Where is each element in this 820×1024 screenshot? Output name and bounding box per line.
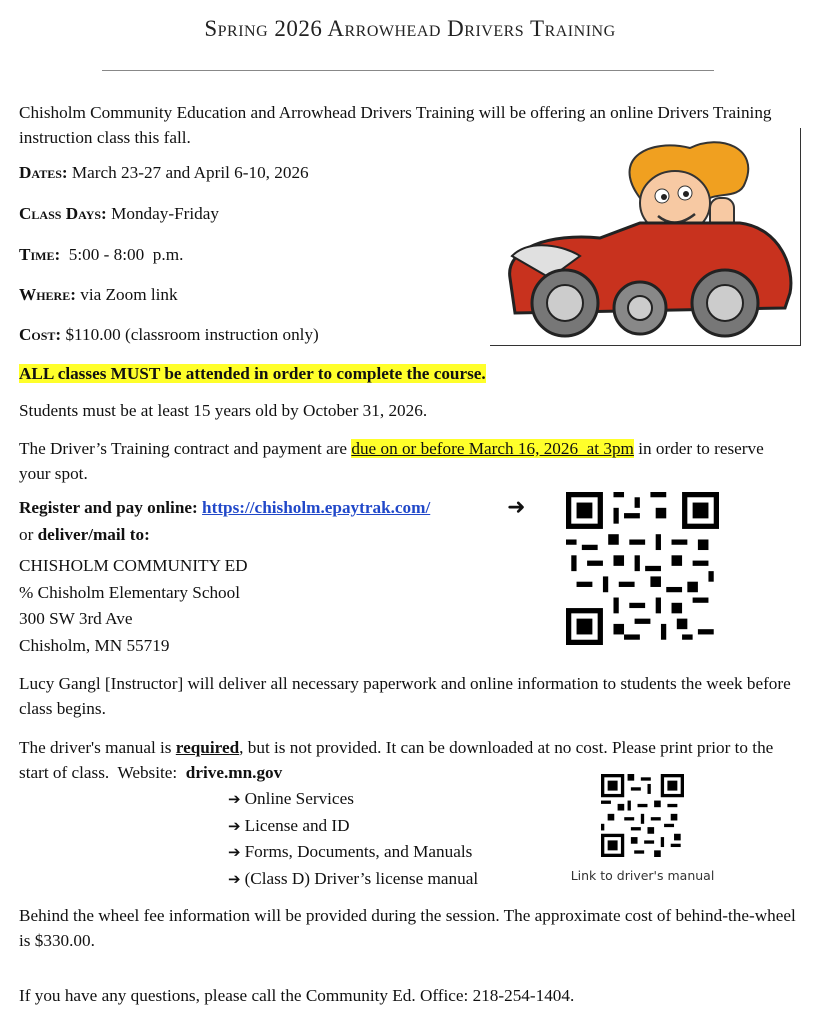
where-line xyxy=(19,282,178,307)
manual-text-before: The driver's manual is xyxy=(19,738,176,757)
attendance-notice-text: ALL classes MUST be attended in order to complete the course. xyxy=(19,364,486,383)
where-value: via Zoom link xyxy=(75,285,178,304)
manual-website: drive.mn.gov xyxy=(185,763,283,782)
title-divider xyxy=(102,70,714,71)
qr-finder-top-left xyxy=(566,492,603,529)
contract-text-after: in order to reserve your spot. xyxy=(19,439,764,483)
address-line: 300 SW 3rd Ave xyxy=(19,609,133,628)
contract-due-date: due on or before March 16, 2026 at 3pm xyxy=(351,439,634,458)
qr-finder-top-left xyxy=(601,774,624,797)
manual-step: ➔ License and ID xyxy=(228,815,350,835)
contract-text-before: The Driver’s Training contract and payment are xyxy=(19,439,352,458)
age-requirement: Students must be at least 15 years old by October 31, 2026. xyxy=(19,401,428,420)
intro-paragraph: Chisholm Community Education and Arrowhead Drivers Training will be offering an online Drivers Training instruction class this fall. xyxy=(19,103,772,147)
qr-finder-top-right xyxy=(682,492,719,529)
manual-step: ➔ Online Services xyxy=(228,789,354,808)
cost-line xyxy=(19,322,319,347)
car-illustration-frame xyxy=(490,128,801,346)
manual-step: ➔ Forms, Documents, and Manuals xyxy=(228,842,473,861)
qr-finder-bottom-left xyxy=(601,834,624,857)
arrow-right-icon: ➜ xyxy=(507,495,526,520)
mail-line xyxy=(19,522,150,547)
where-label: Where: xyxy=(19,285,76,304)
address-line: Chisholm, MN 55719 xyxy=(19,635,170,655)
register-line xyxy=(19,495,430,520)
arrow-right-icon: ➔ xyxy=(228,843,241,861)
class-days-line xyxy=(19,201,219,226)
or-text: or xyxy=(19,525,38,544)
dates-value: March 23-27 and April 6-10, 2026 xyxy=(67,163,309,182)
qr-finder-bottom-left xyxy=(566,608,603,645)
time-line xyxy=(19,242,183,267)
class-days-value: Monday-Friday xyxy=(106,204,219,223)
manual-step: ➔ (Class D) Driver’s license manual xyxy=(228,868,479,888)
dates-label: Dates: xyxy=(19,163,68,182)
manual-qr-code[interactable] xyxy=(601,774,684,857)
manual-qr-caption: Link to driver's manual xyxy=(570,868,715,883)
arrow-right-icon: ➔ xyxy=(228,869,241,888)
time-label: Time: xyxy=(19,245,61,264)
behind-wheel-paragraph: Behind the wheel fee information will be provided during the session. The approximate cost of behind-the-wheel is $330.00. xyxy=(19,906,796,950)
car-illustration xyxy=(490,128,800,345)
attendance-notice xyxy=(19,361,486,386)
address-line: % Chisholm Elementary School xyxy=(19,582,241,602)
arrow-right-icon: ➔ xyxy=(228,816,241,835)
time-value: 5:00 - 8:00 p.m. xyxy=(60,245,184,264)
address-line: CHISHOLM COMMUNITY ED xyxy=(19,556,248,575)
manual-required: required xyxy=(175,738,240,757)
manual-steps xyxy=(228,786,478,892)
mailing-address xyxy=(19,553,248,659)
mail-label: deliver/mail to: xyxy=(37,525,150,544)
register-link[interactable]: https://chisholm.epaytrak.com/ xyxy=(202,498,431,517)
cost-value: $110.00 (classroom instruction only) xyxy=(61,325,319,344)
contract-paragraph xyxy=(19,436,799,486)
manual-text-after: , but is not provided. It can be downloaded at no cost. Please print prior to the start of class. Website: xyxy=(19,738,778,782)
registration-qr-code[interactable] xyxy=(566,492,719,645)
class-days-label: Class Days: xyxy=(19,204,107,223)
cost-label: Cost: xyxy=(19,325,62,344)
contact-line: If you have any questions, please call the Community Ed. Office: 218-254-1404. xyxy=(19,986,575,1005)
dates-line xyxy=(19,160,309,185)
qr-finder-top-right xyxy=(661,774,684,797)
register-label: Register and pay online: xyxy=(19,498,198,517)
instructor-note: Lucy Gangl [Instructor] will deliver all necessary paperwork and online information to students the week before class begins. xyxy=(19,674,791,718)
page-title: Spring 2026 Arrowhead Drivers Training xyxy=(204,16,616,41)
arrow-right-icon: ➔ xyxy=(228,790,241,808)
